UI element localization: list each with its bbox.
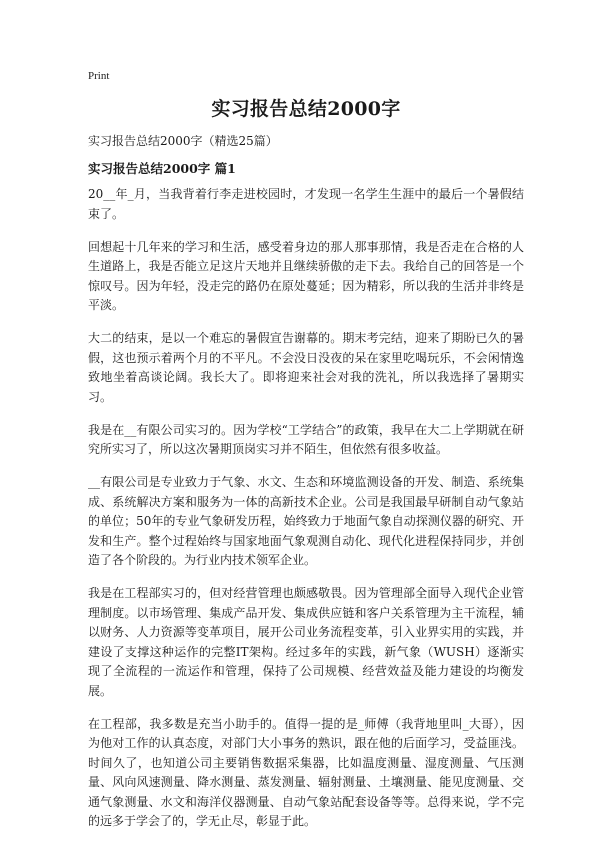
document-title: 实习报告总结2000字 [211, 98, 401, 120]
paragraph: 我是在__有限公司实习的。因为学校“工学结合”的政策，我早在大二上学期就在研究所实习了，所以这次暑期顶岗实习并不陌生，但依然有很多收益。 [88, 422, 524, 456]
paragraph: 在工程部，我多数是充当小助手的。值得一提的是_师傅（我背地里叫_大哥），因为他对工作的认真态度，对部门大小事务的熟识，跟在他的后面学习，受益匪浅。时间久了，也知道公司主要销售数据采集器，比如温度测量、湿度测量、气压测量、风向风速测量、降水测量、蒸发测量、辐射测量、土壤测量、能见度测量、交通气象测量、水文和海洋仪器测量、自动气象站配套设备等等。总得来说，学不完的远多于学会了的，学无止尽，彰显于此。 [88, 716, 524, 828]
section-heading: 实习报告总结2000字 篇1 [88, 161, 236, 176]
paragraph: 20__年_月，当我背着行李走进校园时，才发现一名学生生涯中的最后一个暑假结束了。 [88, 187, 524, 221]
print-label: Print [88, 70, 110, 82]
paragraph: 回想起十几年来的学习和生活，感受着身边的那人那事那情，我是否走在合格的人生道路上，我是否能立足这片天地并且继续骄傲的走下去。我给自己的回答是一个惊叹号。因为年轻，没走完的路仍在原处蔓延；因为精彩，所以我的生活并非终是平淡。 [88, 239, 524, 312]
paragraph: 我是在工程部实习的，但对经营管理也颇感敬畏。因为管理部全面导入现代企业管理制度。以市场管理、集成产品开发、集成供应链和客户关系管理为主干流程，辅以财务、人力资源等变革项目，展开公司业务流程变革，引入业界实用的实践，并建设了支撑这种运作的完整IT架构。经过多年的实践，新气象（WUSH）逐渐实现了全流程的一流运作和管理，保持了公司规模、经营效益及能力建设的均衡发展。 [88, 586, 524, 698]
article-body [88, 185, 524, 845]
document-subtitle: 实习报告总结2000字（精选25篇） [88, 134, 278, 148]
paragraph: 大二的结束，是以一个难忘的暑假宣告谢幕的。期末考完结，迎来了期盼已久的暑假，这也预示着两个月的不平凡。不会没日没夜的呆在家里吃喝玩乐，不会闲情逸致地坐着高谈论阔。我长大了。即将迎来社会对我的洗礼，所以我选择了暑期实习。 [88, 331, 524, 404]
paragraph: __有限公司是专业致力于气象、水文、生态和环境监测设备的开发、制造、系统集成、系统解决方案和服务为一体的高新技术企业。公司是我国最早研制自动气象站的单位；50年的专业气象研发历程，始终致力于地面气象自动探测仪器的研究、开发和生产。整个过程始终与国家地面气象观测自动化、现代化进程保持同步，并创造了各个阶段的。为行业内技术领军企业。 [88, 475, 524, 567]
